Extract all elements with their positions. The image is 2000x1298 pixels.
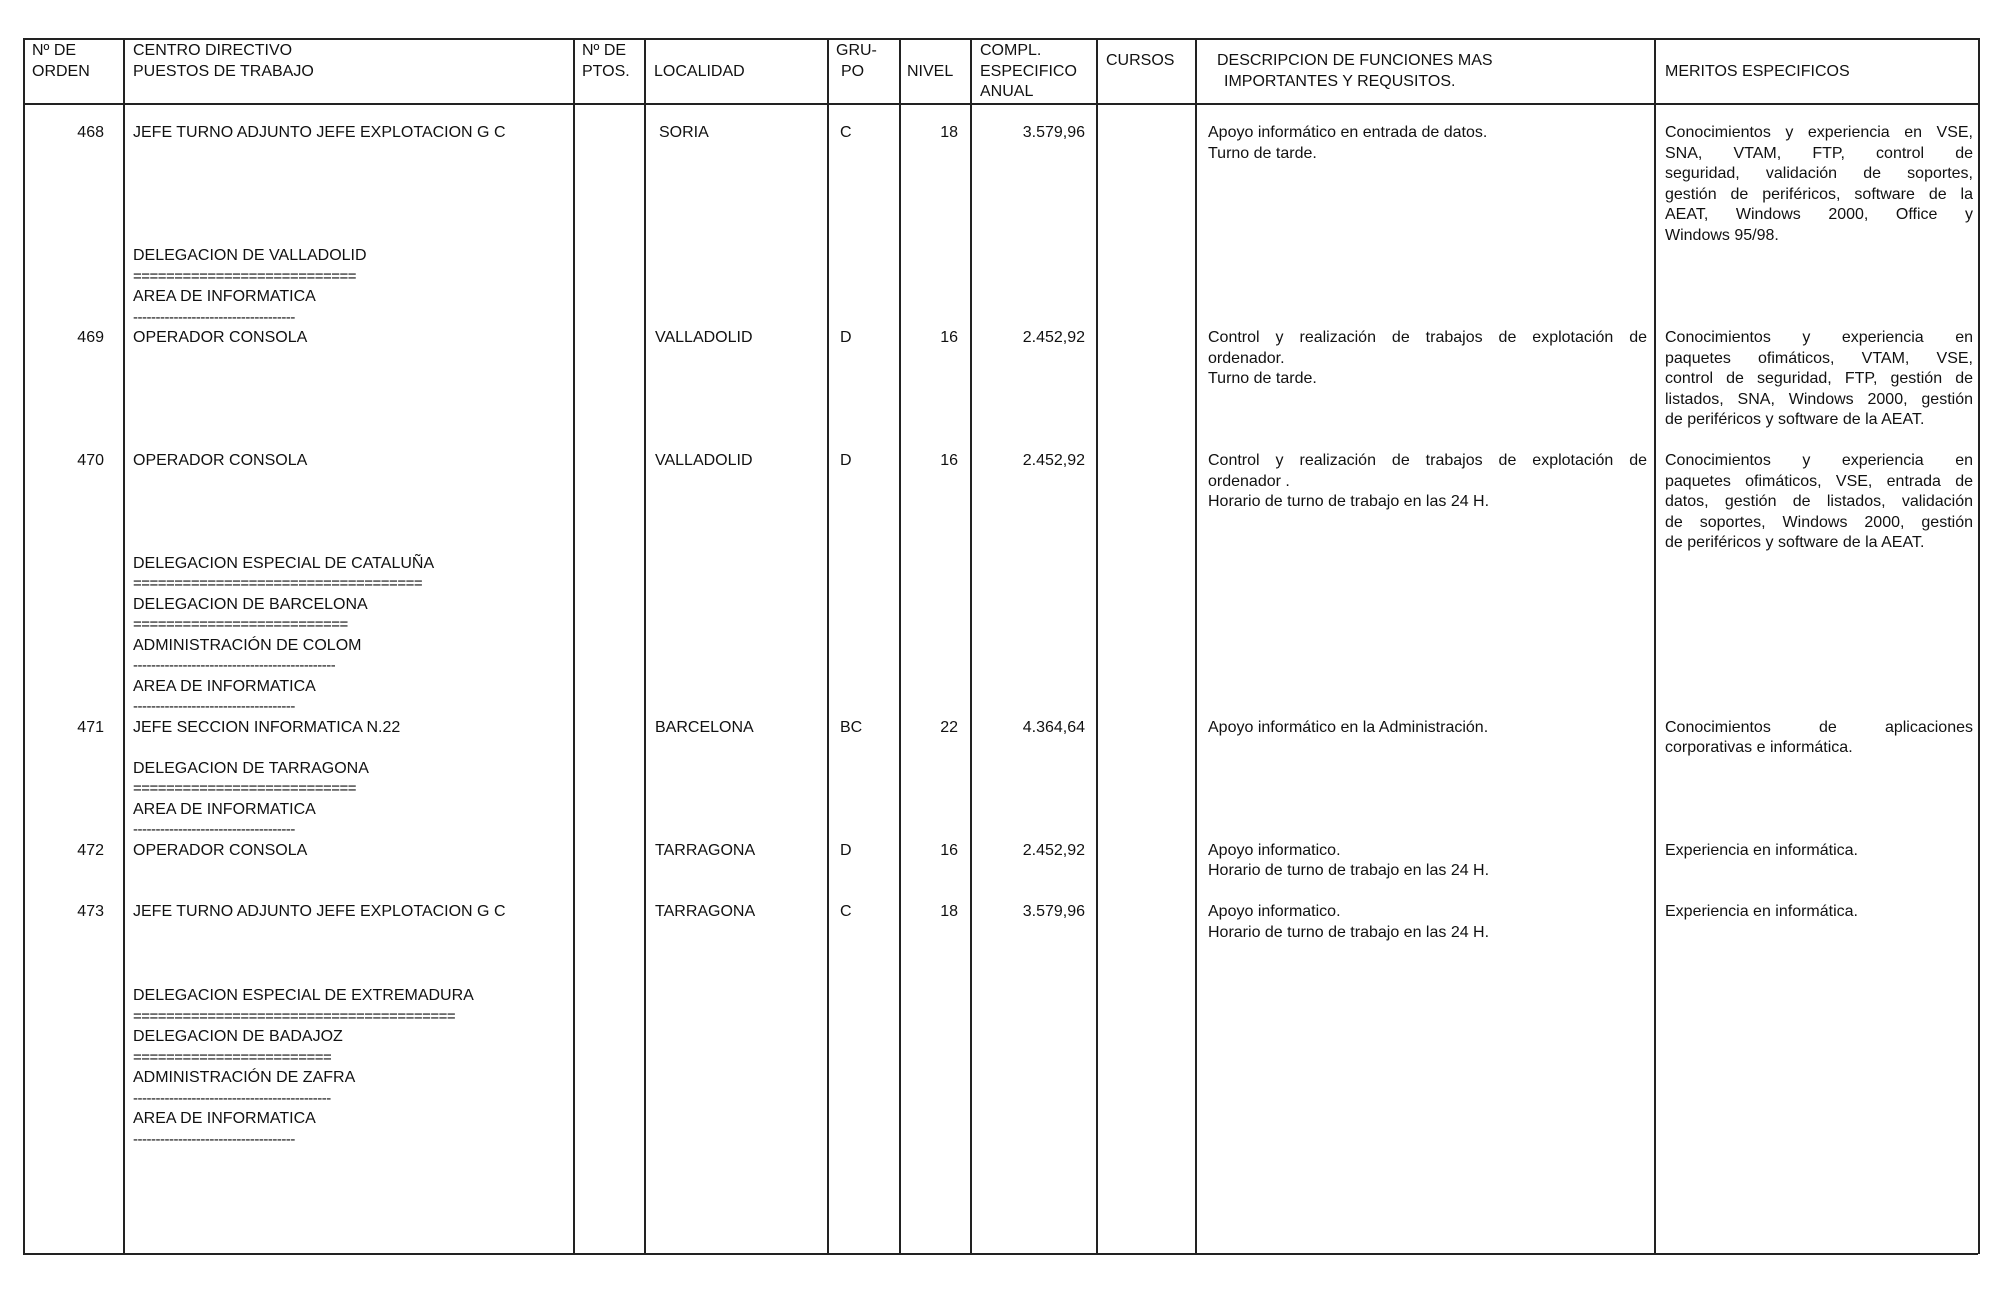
column-divider xyxy=(573,38,575,1254)
meritos-line: Conocimientos de aplicaciones xyxy=(1665,718,1973,736)
meritos-line: Conocimientos y experiencia en VSE, xyxy=(1665,124,1973,141)
column-divider xyxy=(899,38,901,1254)
meritos-line: de periféricos y software de la AEAT. xyxy=(1665,534,1925,551)
underline-rule: ======================== xyxy=(133,1048,332,1066)
localidad: SORIA xyxy=(659,124,709,141)
header-localidad: LOCALIDAD xyxy=(654,63,745,80)
column-divider xyxy=(23,38,25,1254)
row-divider xyxy=(23,38,1978,40)
header-descripcion: DESCRIPCION DE FUNCIONES MAS xyxy=(1217,52,1493,69)
meritos-line: gestión de periféricos, software de la xyxy=(1665,185,1973,203)
header-compl: ANUAL xyxy=(980,83,1034,100)
meritos-line: control de seguridad, FTP, gestión de xyxy=(1665,370,1973,387)
column-divider xyxy=(1195,38,1197,1254)
underline-rule: ======================================= xyxy=(133,1007,456,1025)
localidad: VALLADOLID xyxy=(655,452,753,469)
header-compl: ESPECIFICO xyxy=(980,63,1077,80)
underline-rule: =========================== xyxy=(133,267,357,285)
localidad: BARCELONA xyxy=(655,718,754,736)
column-divider xyxy=(123,38,125,1254)
column-divider xyxy=(1654,38,1656,1254)
localidad: TARRAGONA xyxy=(655,841,756,859)
complemento-especifico: 2.452,92 xyxy=(1022,329,1085,346)
header-nivel: NIVEL xyxy=(907,63,954,80)
complemento-especifico: 2.452,92 xyxy=(1022,452,1085,469)
descripcion-line: Turno de tarde. xyxy=(1208,144,1317,162)
meritos-line: Conocimientos y experiencia en xyxy=(1665,452,1973,469)
meritos-line: AEAT, Windows 2000, Office y xyxy=(1665,206,1973,223)
grupo: D xyxy=(840,452,852,469)
descripcion-line: ordenador . xyxy=(1208,472,1290,490)
descripcion-line: Horario de turno de trabajo en las 24 H. xyxy=(1208,493,1490,510)
header-orden: ORDEN xyxy=(32,63,90,80)
underline-rule: =========================== xyxy=(133,780,357,797)
grupo: C xyxy=(840,124,852,141)
orden-number: 471 xyxy=(77,718,104,736)
complemento-especifico: 3.579,96 xyxy=(1022,903,1085,920)
descripcion-line: Control y realización de trabajos de explotación de xyxy=(1208,329,1647,346)
underline-rule: -------------------------------------------- xyxy=(133,1089,331,1107)
unit-heading: DELEGACION ESPECIAL DE CATALUÑA xyxy=(133,554,435,572)
unit-heading: AREA DE INFORMATICA xyxy=(133,288,316,305)
meritos-line: SNA, VTAM, FTP, control de xyxy=(1665,144,1973,162)
grupo: D xyxy=(840,841,852,859)
unit-heading: ADMINISTRACIÓN DE ZAFRA xyxy=(133,1069,356,1087)
localidad: VALLADOLID xyxy=(655,329,753,346)
meritos-line: Conocimientos y experiencia en xyxy=(1665,329,1973,346)
descripcion-line: Apoyo informático en la Administración. xyxy=(1208,718,1489,736)
column-divider xyxy=(644,38,646,1254)
descripcion-line: Horario de turno de trabajo en las 24 H. xyxy=(1208,862,1490,879)
meritos-line: corporativas e informática. xyxy=(1665,739,1853,756)
header-grupo: PO xyxy=(841,63,865,80)
unit-heading: AREA DE INFORMATICA xyxy=(133,677,316,695)
descripcion-line: Apoyo informatico. xyxy=(1208,903,1341,920)
descripcion-line: Turno de tarde. xyxy=(1208,370,1317,387)
header-ptos: PTOS. xyxy=(582,63,630,80)
unit-heading: DELEGACION ESPECIAL DE EXTREMADURA xyxy=(133,987,474,1005)
puesto-de-trabajo: OPERADOR CONSOLA xyxy=(133,841,308,859)
header-ptos: Nº DE xyxy=(582,42,627,59)
orden-number: 473 xyxy=(77,903,104,920)
column-divider xyxy=(970,38,972,1254)
orden-number: 468 xyxy=(77,124,104,141)
unit-heading: DELEGACION DE TARRAGONA xyxy=(133,759,369,777)
nivel: 18 xyxy=(940,903,958,920)
underline-rule: ------------------------------------ xyxy=(133,698,295,715)
meritos-line: datos, gestión de listados, validación xyxy=(1665,493,1973,510)
underline-rule: ------------------------------------ xyxy=(133,1130,295,1148)
grupo: C xyxy=(840,903,852,920)
underline-rule: =================================== xyxy=(133,575,423,592)
unit-heading: DELEGACION DE VALLADOLID xyxy=(133,247,367,264)
header-centro: PUESTOS DE TRABAJO xyxy=(133,63,314,80)
localidad: TARRAGONA xyxy=(655,903,756,920)
meritos-line: de soportes, Windows 2000, gestión xyxy=(1665,513,1973,531)
orden-number: 469 xyxy=(77,329,104,346)
header-grupo: GRU- xyxy=(836,42,877,59)
meritos-line: paquetes ofimáticos, VSE, entrada de xyxy=(1665,472,1973,490)
row-divider xyxy=(23,103,1978,105)
underline-rule: --------------------------------------------- xyxy=(133,657,336,674)
complemento-especifico: 3.579,96 xyxy=(1022,124,1085,141)
puesto-de-trabajo: JEFE TURNO ADJUNTO JEFE EXPLOTACION G C xyxy=(133,903,506,920)
meritos-line: Experiencia en informática. xyxy=(1665,841,1858,859)
meritos-line: paquetes ofimáticos, VTAM, VSE, xyxy=(1665,349,1973,367)
orden-number: 470 xyxy=(77,452,104,469)
nivel: 18 xyxy=(940,124,958,141)
nivel: 16 xyxy=(940,329,958,346)
descripcion-line: ordenador. xyxy=(1208,349,1285,367)
complemento-especifico: 4.364,64 xyxy=(1022,718,1085,736)
header-meritos: MERITOS ESPECIFICOS xyxy=(1665,63,1850,80)
meritos-line: Windows 95/98. xyxy=(1665,226,1779,244)
column-divider xyxy=(1978,38,1980,1254)
row-divider xyxy=(23,1253,1978,1255)
orden-number: 472 xyxy=(77,841,104,859)
puesto-de-trabajo: OPERADOR CONSOLA xyxy=(133,329,308,346)
descripcion-line: Apoyo informatico. xyxy=(1208,841,1341,859)
descripcion-line: Horario de turno de trabajo en las 24 H. xyxy=(1208,923,1490,941)
meritos-line: listados, SNA, Windows 2000, gestión xyxy=(1665,390,1973,408)
puesto-de-trabajo: JEFE SECCION INFORMATICA N.22 xyxy=(133,718,401,736)
descripcion-line: Control y realización de trabajos de explotación de xyxy=(1208,452,1647,469)
unit-heading: AREA DE INFORMATICA xyxy=(133,800,316,818)
puesto-de-trabajo: OPERADOR CONSOLA xyxy=(133,452,308,469)
header-cursos: CURSOS xyxy=(1106,52,1175,69)
unit-heading: DELEGACION DE BADAJOZ xyxy=(133,1028,343,1046)
descripcion-line: Apoyo informático en entrada de datos. xyxy=(1208,124,1488,141)
header-compl: COMPL. xyxy=(980,42,1042,59)
puesto-de-trabajo: JEFE TURNO ADJUNTO JEFE EXPLOTACION G C xyxy=(133,124,506,141)
column-divider xyxy=(827,38,829,1254)
nivel: 22 xyxy=(940,718,958,736)
grupo: BC xyxy=(840,718,863,736)
complemento-especifico: 2.452,92 xyxy=(1022,841,1085,859)
meritos-line: de periféricos y software de la AEAT. xyxy=(1665,411,1925,428)
unit-heading: ADMINISTRACIÓN DE COLOM xyxy=(133,636,362,654)
column-divider xyxy=(1096,38,1098,1254)
header-descripcion: IMPORTANTES Y REQUSITOS. xyxy=(1224,73,1456,90)
meritos-line: seguridad, validación de soportes, xyxy=(1665,165,1973,182)
nivel: 16 xyxy=(940,841,958,859)
grupo: D xyxy=(840,329,852,346)
meritos-line: Experiencia en informática. xyxy=(1665,903,1858,920)
header-orden: Nº DE xyxy=(32,42,77,59)
header-centro: CENTRO DIRECTIVO xyxy=(133,42,293,59)
underline-rule: ------------------------------------ xyxy=(133,308,295,326)
underline-rule: ========================== xyxy=(133,616,348,633)
unit-heading: AREA DE INFORMATICA xyxy=(133,1110,316,1128)
nivel: 16 xyxy=(940,452,958,469)
underline-rule: ------------------------------------ xyxy=(133,821,295,838)
unit-heading: DELEGACION DE BARCELONA xyxy=(133,595,368,613)
